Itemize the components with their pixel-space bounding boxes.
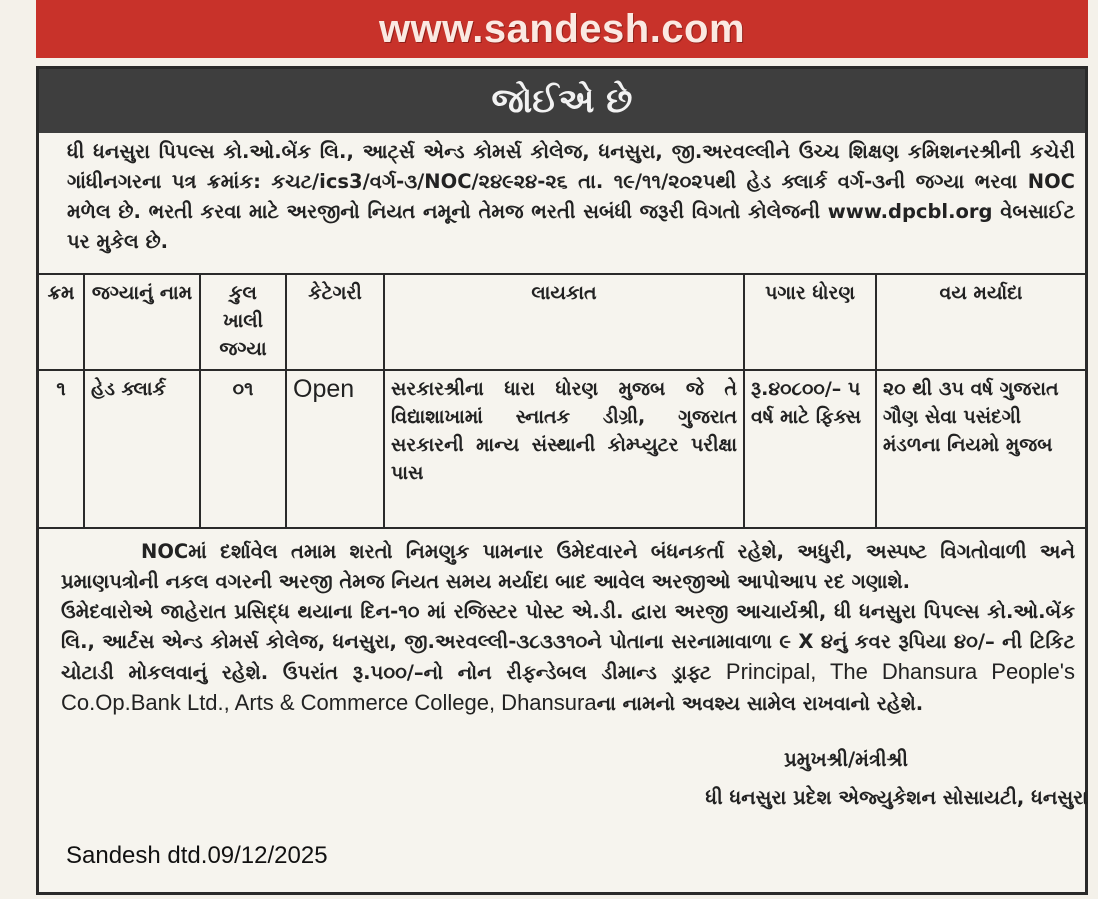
cell-post-name: હેડ ક્લાર્ક [84,370,200,528]
table-header-row [39,275,1085,370]
terms-paragraph-2-end: ના નામનો અવશ્ય સામેલ રાખવાનો રહેશે. [596,692,924,715]
signatory-title: પ્રમુખશ્રી/મંત્રીશ્રી [784,748,908,771]
website-banner [36,0,1088,58]
source-caption: Sandesh dtd.09/12/2025 [66,842,328,869]
cell-category: Open [286,370,384,528]
header-category: કેટેગરી [286,275,384,370]
cell-pay: રૂ.૪૦૮૦૦/– ૫ વર્ષ માટે ફિક્સ [744,370,876,528]
table-row [39,370,1085,528]
signatory-organization: ધી ધનસુરા પ્રદેશ એજ્યુકેશન સોસાયટી, ધનસુરા [705,786,1088,809]
terms-paragraph-2-text: ઉમેદવારોએ જાહેરાત પ્રસિદ્ધ થયાના દિન-૧૦ માં રજિસ્ટર પોસ્ટ એ.ડી. દ્વારા અરજી આચાર્યશ્રી, ધી ધનસુરા પિપલ્સ કો.ઓ.બેંક લિ., આર્ટસ એન્ડ કોમર્સ કોલેજ, ધનસુરા, જી.અરવલ્લી-૩૮૩૩૧૦ને પોતાના સરનામાવાળા ૯ X ૪નું કવર રૂપિયા ૪૦/– ની ટિકિટ ચોટાડી મોકલવાનું રહેશે. ઉપરાંત રૂ.૫૦૦/–નો નોન રીફન્ડેબલ ડીમાન્ડ ડ્રાફ્ટ [61,600,1075,684]
header-qualification: લાયકાત [384,275,744,370]
terms-section [39,529,1085,719]
demand-draft-payee: Principal, The Dhansura People's Co.Op.Bank Ltd., Arts & Commerce College, Dhansura [61,659,1075,715]
ad-heading: જોઈએ છે [491,81,633,121]
header-sr: ક્રમ [39,275,84,370]
job-advertisement [36,66,1088,895]
ad-intro-text: ધી ધનસુરા પિપલ્સ કો.ઓ.બેંક લિ., આર્ટ્સ એન્ડ કોમર્સ કોલેજ, ધનસુરા, જી.અરવલ્લીને ઉચ્ચ શિક્ષણ કમિશનરશ્રીની કચેરી ગાંધીનગરના પત્ર ક્રમાંક: કચટ/ics3/વર્ગ-૩/NOC/૨૪૯૨૪-૨૬ તા. ૧૯/૧૧/૨૦૨૫થી હેડ ક્લાર્ક વર્ગ-૩ની જગ્યા ભરવા NOC મળેલ છે. ભરતી કરવા માટે અરજીનો નિયત નમૂનો તેમજ ભરતી સબંધી જરૂરી વિગતો કોલેજની www.dpcbl.org વેબસાઈટ પર મુકેલ છે. [39,133,1085,275]
banner-url: www.sandesh.com [378,6,746,51]
header-age: વય મર્યાદા [876,275,1085,370]
ad-heading-bar [39,69,1085,133]
cell-sr: ૧ [39,370,84,528]
header-pay: પગાર ધોરણ [744,275,876,370]
terms-paragraph-2 [61,597,1075,719]
header-vacancies: કુલ ખાલી જગ્યા [200,275,286,370]
terms-paragraph-1: NOCમાં દર્શાવેલ તમામ શરતો નિમણુક પામનાર ઉમેદવારને બંધનકર્તા રહેશે, અધુરી, અસ્પષ્ટ વિગતોવાળી અને પ્રમાણપત્રોની નકલ વગરની અરજી તેમજ નિયત સમય મર્યાદા બાદ આવેલ અરજીઓ આપોઆપ રદ ગણાશે. [61,540,1075,593]
cell-qualification: સરકારશ્રીના ધારા ધોરણ મુજબ જે તે વિદ્યાશાખામાં સ્નાતક ડીગ્રી, ગુજરાત સરકારની માન્ય સંસ્થાની કોમ્પ્યુટર પરીક્ષા પાસ [384,370,744,528]
vacancy-table [39,275,1085,529]
header-post-name: જગ્યાનું નામ [84,275,200,370]
cell-age: ૨૦ થી ૩૫ વર્ષ ગુજરાત ગૌણ સેવા પસંદગી મંડળના નિયમો મુજબ [876,370,1085,528]
cell-vacancies: ૦૧ [200,370,286,528]
